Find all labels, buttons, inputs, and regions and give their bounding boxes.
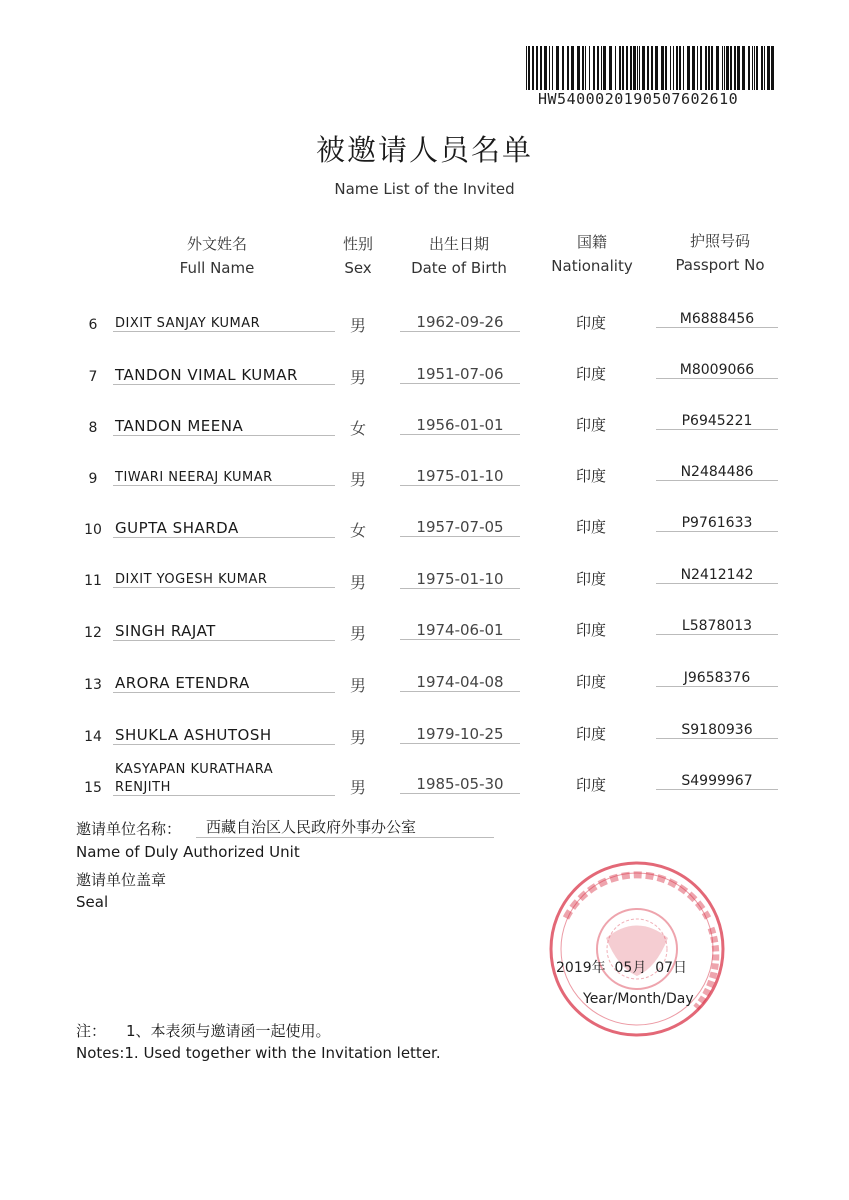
row-passport: S4999967	[656, 773, 778, 790]
row-passport: L5878013	[656, 618, 778, 635]
seal-label-cn: 邀请单位盖章	[76, 871, 167, 889]
row-date-of-birth: 1979-10-25	[400, 725, 520, 744]
row-nationality: 印度	[575, 467, 606, 485]
row-nationality: 印度	[575, 314, 606, 332]
row-date-of-birth: 1956-01-01	[400, 416, 520, 435]
row-full-name: SHUKLA ASHUTOSH	[113, 726, 335, 745]
row-full-name: GUPTA SHARDA	[113, 519, 335, 538]
row-number: 9	[88, 471, 98, 487]
note-text-en: Notes:1. Used together with the Invitation letter.	[76, 1044, 441, 1062]
row-full-name-line1: KASYAPAN KURATHARA	[115, 762, 274, 777]
row-number: 14	[84, 729, 102, 745]
header-full-name-cn: 外文姓名	[186, 235, 247, 253]
row-passport: N2484486	[656, 464, 778, 481]
header-dob	[400, 232, 518, 280]
row-number: 7	[88, 369, 98, 385]
row-full-name: TANDON VIMAL KUMAR	[113, 366, 335, 385]
row-number: 15	[84, 780, 102, 796]
row-sex: 女	[349, 419, 366, 438]
row-passport: N2412142	[656, 567, 778, 584]
inviting-unit-label-en: Name of Duly Authorized Unit	[76, 843, 300, 861]
row-number: 11	[84, 573, 102, 589]
row-sex: 男	[349, 728, 366, 747]
header-sex	[328, 232, 388, 280]
title-english: Name List of the Invited	[334, 180, 515, 198]
header-passport-cn: 护照号码	[689, 232, 750, 250]
row-nationality: 印度	[575, 776, 606, 794]
official-seal-stamp	[546, 858, 728, 1040]
row-nationality: 印度	[575, 673, 606, 691]
row-sex: 男	[349, 573, 366, 592]
row-date-of-birth: 1974-06-01	[400, 621, 520, 640]
header-passport	[666, 229, 774, 277]
row-date-of-birth: 1962-09-26	[400, 313, 520, 332]
row-full-name: TIWARI NEERAJ KUMAR	[113, 470, 335, 486]
barcode	[524, 46, 776, 90]
row-sex: 男	[349, 676, 366, 695]
row-full-name: DIXIT YOGESH KUMAR	[113, 572, 335, 588]
title-chinese: 被邀请人员名单	[315, 133, 533, 167]
note-text-cn: 1、本表须与邀请函一起使用。	[126, 1022, 331, 1040]
seal-date: 2019年 05月 07日	[556, 960, 688, 976]
seal-date-format: Year/Month/Day	[583, 991, 694, 1007]
row-full-name: ARORA ETENDRA	[113, 674, 335, 693]
header-nationality	[542, 230, 642, 278]
row-date-of-birth: 1985-05-30	[400, 775, 520, 794]
row-sex: 男	[349, 470, 366, 489]
header-full-name	[154, 232, 280, 280]
row-passport: S9180936	[656, 722, 778, 739]
row-number: 12	[84, 625, 102, 641]
row-passport: J9658376	[656, 670, 778, 687]
row-nationality: 印度	[575, 570, 606, 588]
row-number: 10	[84, 522, 102, 538]
row-passport: P9761633	[656, 515, 778, 532]
row-nationality: 印度	[575, 365, 606, 383]
row-passport: P6945221	[656, 413, 778, 430]
row-full-name: SINGH RAJAT	[113, 622, 335, 641]
header-sex-cn: 性别	[342, 235, 373, 253]
row-number: 6	[88, 317, 98, 333]
row-sex: 男	[349, 316, 366, 335]
row-nationality: 印度	[575, 416, 606, 434]
header-nationality-en: Nationality	[551, 257, 633, 275]
row-passport: M6888456	[656, 311, 778, 328]
inviting-unit-name: 西藏自治区人民政府外事办公室	[196, 816, 494, 838]
inviting-unit-label-cn: 邀请单位名称：	[76, 820, 182, 838]
row-nationality: 印度	[575, 518, 606, 536]
row-date-of-birth: 1974-04-08	[400, 673, 520, 692]
row-date-of-birth: 1951-07-06	[400, 365, 520, 384]
row-full-name-line2: RENJITH	[113, 780, 335, 796]
header-nationality-cn: 国籍	[576, 233, 607, 251]
header-full-name-en: Full Name	[179, 259, 255, 277]
row-date-of-birth: 1975-01-10	[400, 467, 520, 486]
header-dob-en: Date of Birth	[411, 259, 507, 277]
row-sex: 男	[349, 778, 366, 797]
row-sex: 男	[349, 624, 366, 643]
row-number: 13	[84, 677, 102, 693]
row-date-of-birth: 1975-01-10	[400, 570, 520, 589]
header-sex-en: Sex	[344, 259, 372, 277]
row-full-name: DIXIT SANJAY KUMAR	[113, 316, 335, 332]
row-date-of-birth: 1957-07-05	[400, 518, 520, 537]
row-passport: M8009066	[656, 362, 778, 379]
document-id: HW5400020190507602610	[538, 90, 739, 108]
row-sex: 男	[349, 368, 366, 387]
row-full-name: TANDON MEENA	[113, 417, 335, 436]
seal-label-en: Seal	[76, 893, 109, 911]
row-nationality: 印度	[575, 725, 606, 743]
row-number: 8	[88, 420, 98, 436]
header-dob-cn: 出生日期	[428, 235, 489, 253]
row-nationality: 印度	[575, 621, 606, 639]
note-label-cn: 注：	[76, 1022, 107, 1040]
row-sex: 女	[349, 521, 366, 540]
header-passport-en: Passport No	[675, 256, 765, 274]
